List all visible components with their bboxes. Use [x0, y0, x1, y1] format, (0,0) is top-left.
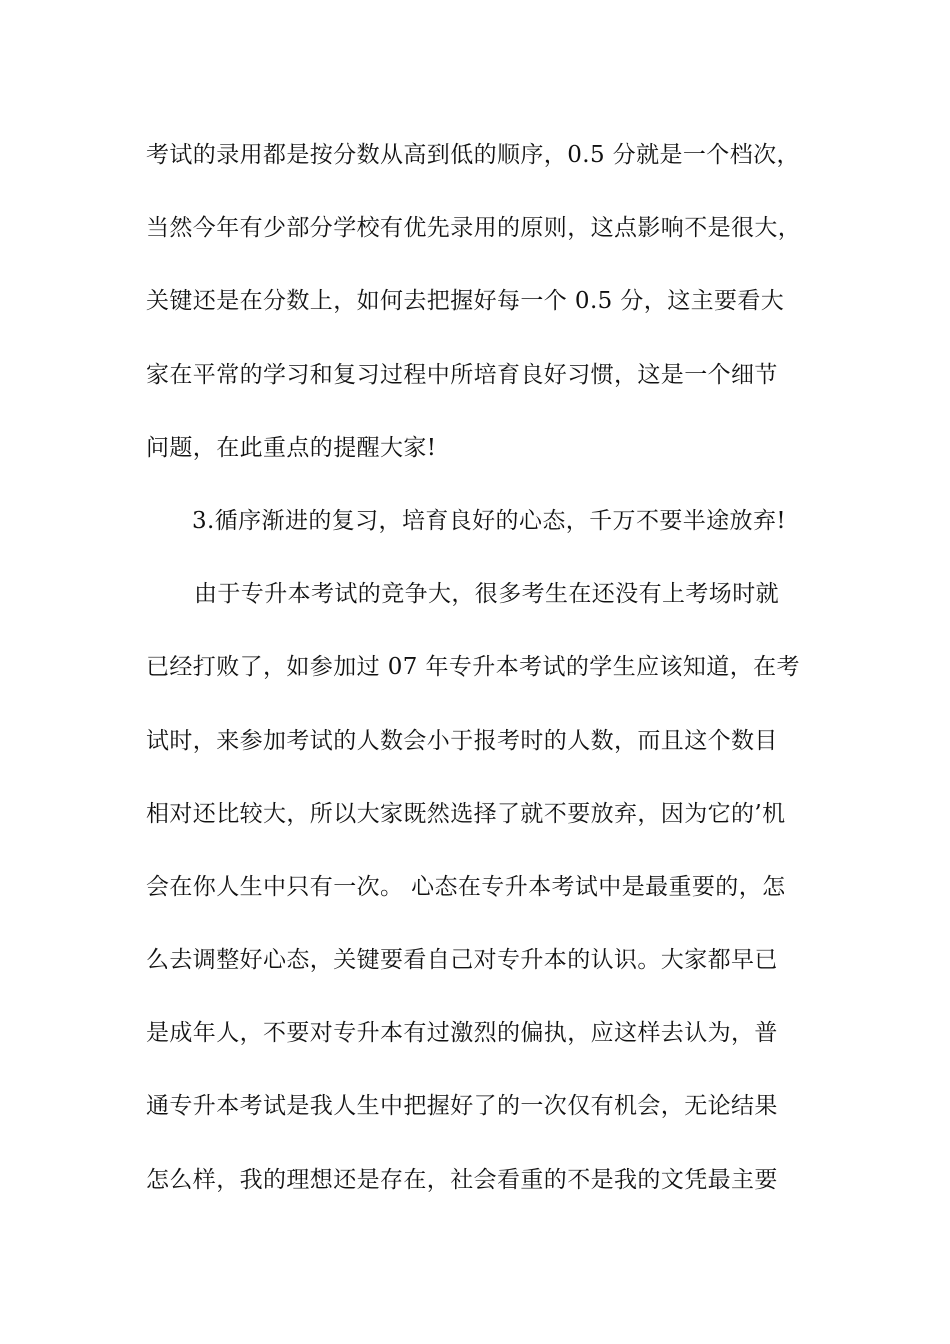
text-line: 会在你人生中只有一次。 心态在专升本考试中是最重要的，怎 — [146, 873, 786, 900]
text-line: 试时，来参加考试的人数会小于报考时的人数，而且这个数目 — [146, 727, 778, 754]
section-heading: 3.循序渐进的复习，培育良好的心态，千万不要半途放弃! — [192, 507, 786, 534]
body-text — [146, 130, 846, 1228]
text-line: 是成年人，不要对专升本有过激烈的偏执，应这样去认为，普 — [146, 1020, 778, 1047]
text-line: 相对还比较大，所以大家既然选择了就不要放弃，因为它的’机 — [146, 800, 786, 827]
text-line: 通专升本考试是我人生中把握好了的一次仅有机会，无论结果 — [146, 1093, 778, 1120]
text-line: 问题，在此重点的提醒大家! — [146, 434, 437, 461]
text-line: 关键还是在分数上，如何去把握好每一个 0.5 分，这主要看大 — [146, 288, 785, 315]
text-line: 么去调整好心态，关键要看自己对专升本的认识。大家都早已 — [146, 947, 778, 974]
text-line: 已经打败了，如参加过 07 年专升本考试的学生应该知道，在考 — [146, 654, 800, 681]
text-line: 当然今年有少部分学校有优先录用的原则，这点影响不是很大， — [146, 215, 802, 242]
text-line: 家在平常的学习和复习过程中所培育良好习惯，这是一个细节 — [146, 361, 778, 388]
text-line: 怎么样，我的理想还是存在，社会看重的不是我的文凭最主要 — [146, 1166, 778, 1193]
paragraph-start: 由于专升本考试的竞争大，很多考生在还没有上考场时就 — [194, 581, 779, 608]
text-line: 考试的录用都是按分数从高到低的顺序，0.5 分就是一个档次， — [146, 142, 800, 168]
